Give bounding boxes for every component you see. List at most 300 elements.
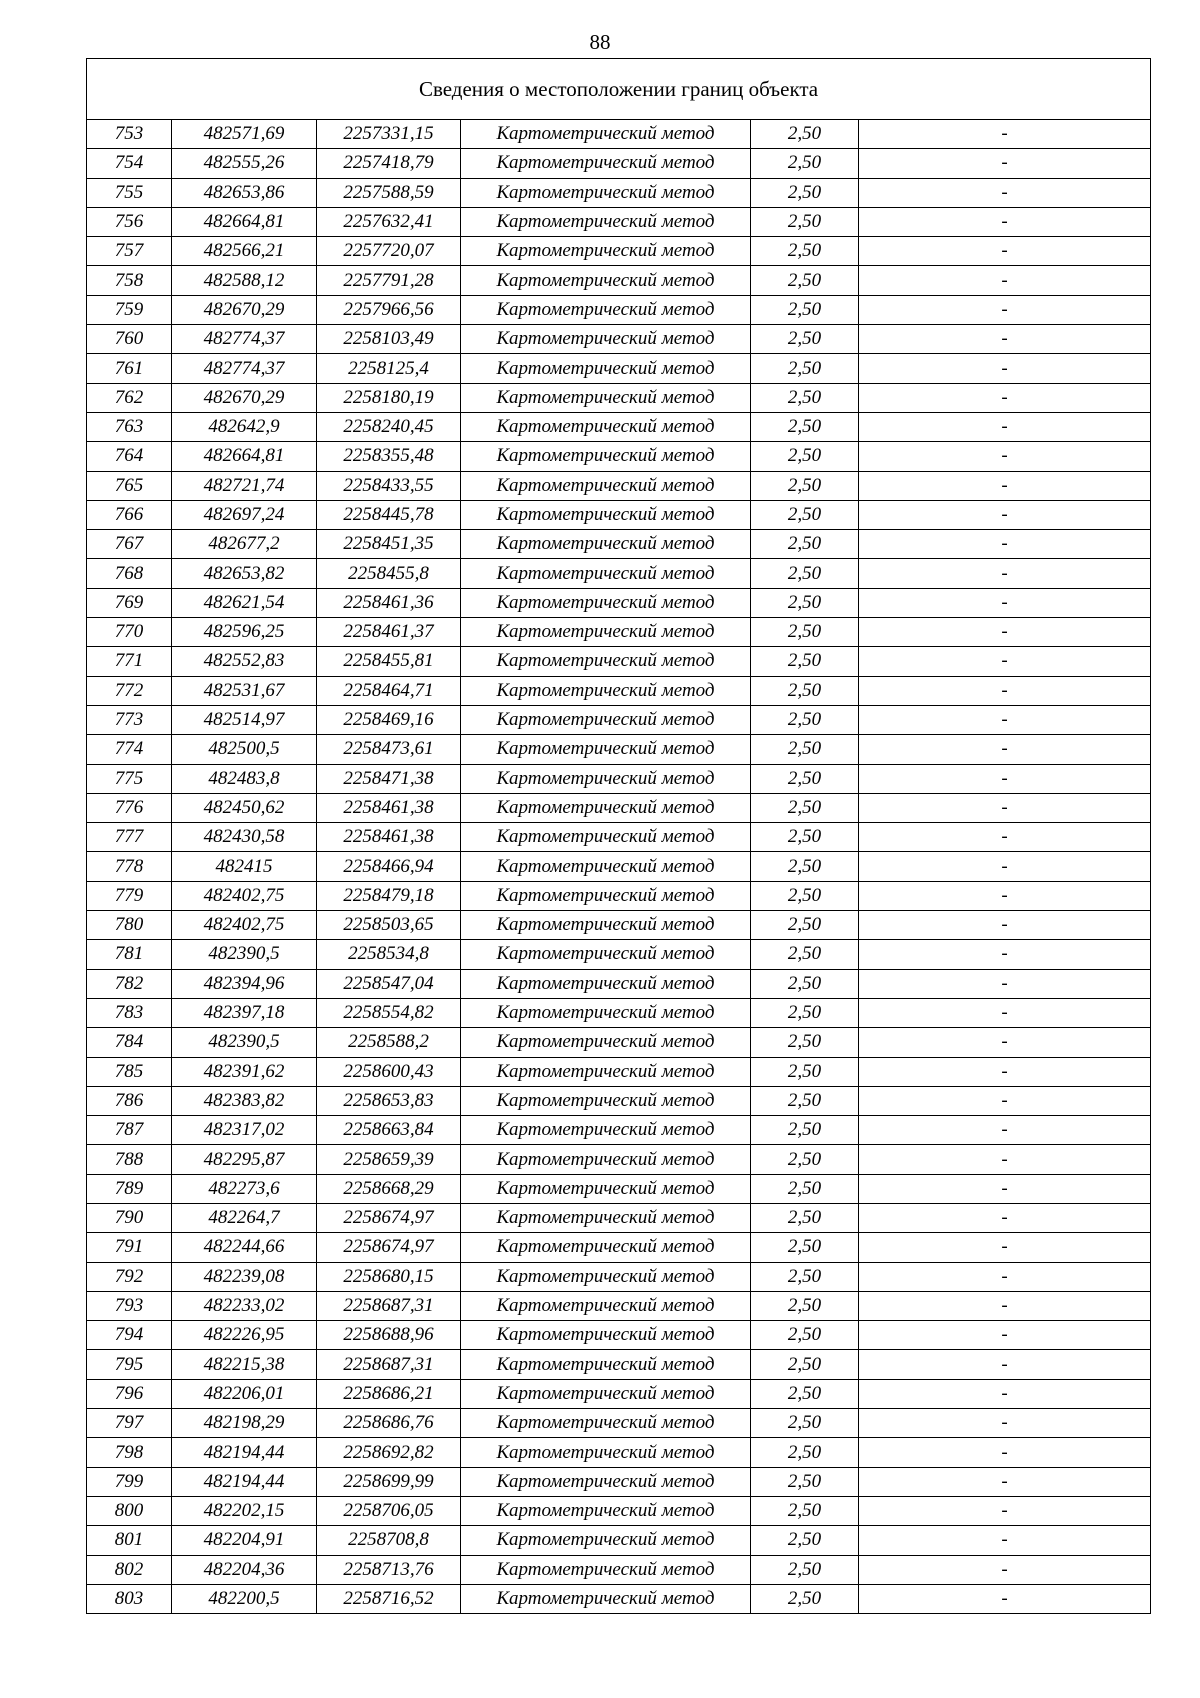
x-coordinate-cell: 482244,66 <box>172 1233 317 1262</box>
method-cell: Картометрический метод <box>461 178 751 207</box>
description-cell: - <box>859 1145 1151 1174</box>
accuracy-cell: 2,50 <box>751 295 859 324</box>
y-coordinate-cell: 2258103,49 <box>317 325 461 354</box>
y-coordinate-cell: 2258445,78 <box>317 500 461 529</box>
accuracy-cell: 2,50 <box>751 764 859 793</box>
y-coordinate-cell: 2258680,15 <box>317 1262 461 1291</box>
table-row <box>87 295 1151 324</box>
y-coordinate-cell: 2258674,97 <box>317 1233 461 1262</box>
accuracy-cell: 2,50 <box>751 471 859 500</box>
point-number-cell: 754 <box>87 149 172 178</box>
y-coordinate-cell: 2258479,18 <box>317 881 461 910</box>
y-coordinate-cell: 2258451,35 <box>317 530 461 559</box>
point-number-cell: 790 <box>87 1203 172 1232</box>
x-coordinate-cell: 482204,36 <box>172 1555 317 1584</box>
method-cell: Картометрический метод <box>461 354 751 383</box>
table-row <box>87 500 1151 529</box>
x-coordinate-cell: 482721,74 <box>172 471 317 500</box>
x-coordinate-cell: 482202,15 <box>172 1496 317 1525</box>
point-number-cell: 797 <box>87 1409 172 1438</box>
accuracy-cell: 2,50 <box>751 940 859 969</box>
point-number-cell: 766 <box>87 500 172 529</box>
y-coordinate-cell: 2258686,21 <box>317 1379 461 1408</box>
table-row <box>87 1203 1151 1232</box>
point-number-cell: 774 <box>87 735 172 764</box>
y-coordinate-cell: 2258663,84 <box>317 1116 461 1145</box>
y-coordinate-cell: 2257966,56 <box>317 295 461 324</box>
x-coordinate-cell: 482273,6 <box>172 1174 317 1203</box>
table-row <box>87 676 1151 705</box>
point-number-cell: 792 <box>87 1262 172 1291</box>
point-number-cell: 779 <box>87 881 172 910</box>
method-cell: Картометрический метод <box>461 647 751 676</box>
x-coordinate-cell: 482295,87 <box>172 1145 317 1174</box>
accuracy-cell: 2,50 <box>751 266 859 295</box>
method-cell: Картометрический метод <box>461 1291 751 1320</box>
x-coordinate-cell: 482483,8 <box>172 764 317 793</box>
method-cell: Картометрический метод <box>461 1584 751 1613</box>
y-coordinate-cell: 2258503,65 <box>317 911 461 940</box>
method-cell: Картометрический метод <box>461 735 751 764</box>
accuracy-cell: 2,50 <box>751 705 859 734</box>
method-cell: Картометрический метод <box>461 325 751 354</box>
table-row <box>87 969 1151 998</box>
x-coordinate-cell: 482233,02 <box>172 1291 317 1320</box>
table-row <box>87 1438 1151 1467</box>
x-coordinate-cell: 482430,58 <box>172 823 317 852</box>
method-cell: Картометрический метод <box>461 1526 751 1555</box>
description-cell: - <box>859 500 1151 529</box>
accuracy-cell: 2,50 <box>751 823 859 852</box>
x-coordinate-cell: 482383,82 <box>172 1086 317 1115</box>
x-coordinate-cell: 482394,96 <box>172 969 317 998</box>
description-cell: - <box>859 178 1151 207</box>
x-coordinate-cell: 482677,2 <box>172 530 317 559</box>
x-coordinate-cell: 482402,75 <box>172 881 317 910</box>
method-cell: Картометрический метод <box>461 471 751 500</box>
x-coordinate-cell: 482390,5 <box>172 940 317 969</box>
accuracy-cell: 2,50 <box>751 500 859 529</box>
method-cell: Картометрический метод <box>461 1350 751 1379</box>
x-coordinate-cell: 482204,91 <box>172 1526 317 1555</box>
x-coordinate-cell: 482317,02 <box>172 1116 317 1145</box>
method-cell: Картометрический метод <box>461 1496 751 1525</box>
point-number-cell: 802 <box>87 1555 172 1584</box>
x-coordinate-cell: 482200,5 <box>172 1584 317 1613</box>
description-cell: - <box>859 442 1151 471</box>
y-coordinate-cell: 2258125,4 <box>317 354 461 383</box>
description-cell: - <box>859 1086 1151 1115</box>
table-row <box>87 471 1151 500</box>
accuracy-cell: 2,50 <box>751 1233 859 1262</box>
description-cell: - <box>859 1116 1151 1145</box>
y-coordinate-cell: 2258659,39 <box>317 1145 461 1174</box>
x-coordinate-cell: 482215,38 <box>172 1350 317 1379</box>
table-caption: Сведения о местоположении границ объекта <box>87 59 1151 120</box>
accuracy-cell: 2,50 <box>751 1584 859 1613</box>
table-row <box>87 1174 1151 1203</box>
x-coordinate-cell: 482596,25 <box>172 618 317 647</box>
description-cell: - <box>859 237 1151 266</box>
y-coordinate-cell: 2258600,43 <box>317 1057 461 1086</box>
x-coordinate-cell: 482621,54 <box>172 588 317 617</box>
y-coordinate-cell: 2258653,83 <box>317 1086 461 1115</box>
table-row <box>87 1116 1151 1145</box>
accuracy-cell: 2,50 <box>751 354 859 383</box>
x-coordinate-cell: 482664,81 <box>172 442 317 471</box>
method-cell: Картометрический метод <box>461 295 751 324</box>
table-row <box>87 1145 1151 1174</box>
accuracy-cell: 2,50 <box>751 1496 859 1525</box>
point-number-cell: 758 <box>87 266 172 295</box>
accuracy-cell: 2,50 <box>751 676 859 705</box>
description-cell: - <box>859 1584 1151 1613</box>
y-coordinate-cell: 2258713,76 <box>317 1555 461 1584</box>
description-cell: - <box>859 530 1151 559</box>
x-coordinate-cell: 482670,29 <box>172 295 317 324</box>
description-cell: - <box>859 1203 1151 1232</box>
description-cell: - <box>859 412 1151 441</box>
accuracy-cell: 2,50 <box>751 1145 859 1174</box>
table-row <box>87 266 1151 295</box>
table-row <box>87 735 1151 764</box>
description-cell: - <box>859 325 1151 354</box>
description-cell: - <box>859 120 1151 149</box>
point-number-cell: 784 <box>87 1028 172 1057</box>
method-cell: Картометрический метод <box>461 530 751 559</box>
table-row <box>87 178 1151 207</box>
description-cell: - <box>859 676 1151 705</box>
x-coordinate-cell: 482552,83 <box>172 647 317 676</box>
x-coordinate-cell: 482566,21 <box>172 237 317 266</box>
x-coordinate-cell: 482774,37 <box>172 354 317 383</box>
table-row <box>87 705 1151 734</box>
accuracy-cell: 2,50 <box>751 1379 859 1408</box>
table-row <box>87 940 1151 969</box>
y-coordinate-cell: 2258688,96 <box>317 1321 461 1350</box>
accuracy-cell: 2,50 <box>751 1086 859 1115</box>
table-row <box>87 325 1151 354</box>
accuracy-cell: 2,50 <box>751 149 859 178</box>
x-coordinate-cell: 482571,69 <box>172 120 317 149</box>
description-cell: - <box>859 911 1151 940</box>
table-row <box>87 120 1151 149</box>
point-number-cell: 785 <box>87 1057 172 1086</box>
description-cell: - <box>859 471 1151 500</box>
x-coordinate-cell: 482697,24 <box>172 500 317 529</box>
table-row <box>87 1028 1151 1057</box>
y-coordinate-cell: 2258687,31 <box>317 1291 461 1320</box>
description-cell: - <box>859 588 1151 617</box>
y-coordinate-cell: 2258464,71 <box>317 676 461 705</box>
x-coordinate-cell: 482206,01 <box>172 1379 317 1408</box>
table-row <box>87 1584 1151 1613</box>
table-row <box>87 1526 1151 1555</box>
method-cell: Картометрический метод <box>461 207 751 236</box>
description-cell: - <box>859 1233 1151 1262</box>
table-row <box>87 1262 1151 1291</box>
x-coordinate-cell: 482194,44 <box>172 1438 317 1467</box>
table-row <box>87 1086 1151 1115</box>
table-row <box>87 647 1151 676</box>
accuracy-cell: 2,50 <box>751 559 859 588</box>
point-number-cell: 775 <box>87 764 172 793</box>
method-cell: Картометрический метод <box>461 998 751 1027</box>
description-cell: - <box>859 1555 1151 1584</box>
accuracy-cell: 2,50 <box>751 998 859 1027</box>
y-coordinate-cell: 2257331,15 <box>317 120 461 149</box>
description-cell: - <box>859 881 1151 910</box>
y-coordinate-cell: 2258461,36 <box>317 588 461 617</box>
description-cell: - <box>859 207 1151 236</box>
point-number-cell: 756 <box>87 207 172 236</box>
method-cell: Картометрический метод <box>461 1057 751 1086</box>
method-cell: Картометрический метод <box>461 237 751 266</box>
accuracy-cell: 2,50 <box>751 1409 859 1438</box>
accuracy-cell: 2,50 <box>751 1057 859 1086</box>
table-row <box>87 149 1151 178</box>
point-number-cell: 788 <box>87 1145 172 1174</box>
method-cell: Картометрический метод <box>461 266 751 295</box>
point-number-cell: 764 <box>87 442 172 471</box>
point-number-cell: 765 <box>87 471 172 500</box>
y-coordinate-cell: 2258471,38 <box>317 764 461 793</box>
y-coordinate-cell: 2258466,94 <box>317 852 461 881</box>
description-cell: - <box>859 735 1151 764</box>
y-coordinate-cell: 2258455,81 <box>317 647 461 676</box>
description-cell: - <box>859 647 1151 676</box>
x-coordinate-cell: 482194,44 <box>172 1467 317 1496</box>
table-row <box>87 1409 1151 1438</box>
table-row <box>87 852 1151 881</box>
accuracy-cell: 2,50 <box>751 383 859 412</box>
accuracy-cell: 2,50 <box>751 1526 859 1555</box>
table-row <box>87 354 1151 383</box>
method-cell: Картометрический метод <box>461 1028 751 1057</box>
x-coordinate-cell: 482198,29 <box>172 1409 317 1438</box>
method-cell: Картометрический метод <box>461 1438 751 1467</box>
x-coordinate-cell: 482415 <box>172 852 317 881</box>
method-cell: Картометрический метод <box>461 793 751 822</box>
point-number-cell: 801 <box>87 1526 172 1555</box>
x-coordinate-cell: 482774,37 <box>172 325 317 354</box>
point-number-cell: 773 <box>87 705 172 734</box>
point-number-cell: 769 <box>87 588 172 617</box>
x-coordinate-cell: 482264,7 <box>172 1203 317 1232</box>
method-cell: Картометрический метод <box>461 442 751 471</box>
point-number-cell: 781 <box>87 940 172 969</box>
table-row <box>87 1233 1151 1262</box>
accuracy-cell: 2,50 <box>751 178 859 207</box>
x-coordinate-cell: 482588,12 <box>172 266 317 295</box>
method-cell: Картометрический метод <box>461 149 751 178</box>
point-number-cell: 767 <box>87 530 172 559</box>
accuracy-cell: 2,50 <box>751 120 859 149</box>
accuracy-cell: 2,50 <box>751 1262 859 1291</box>
x-coordinate-cell: 482397,18 <box>172 998 317 1027</box>
description-cell: - <box>859 354 1151 383</box>
x-coordinate-cell: 482391,62 <box>172 1057 317 1086</box>
accuracy-cell: 2,50 <box>751 1350 859 1379</box>
point-number-cell: 786 <box>87 1086 172 1115</box>
description-cell: - <box>859 1409 1151 1438</box>
point-number-cell: 762 <box>87 383 172 412</box>
table-row <box>87 237 1151 266</box>
method-cell: Картометрический метод <box>461 1174 751 1203</box>
description-cell: - <box>859 559 1151 588</box>
accuracy-cell: 2,50 <box>751 793 859 822</box>
table-caption-row <box>87 59 1151 120</box>
description-cell: - <box>859 823 1151 852</box>
y-coordinate-cell: 2258433,55 <box>317 471 461 500</box>
method-cell: Картометрический метод <box>461 852 751 881</box>
method-cell: Картометрический метод <box>461 1409 751 1438</box>
method-cell: Картометрический метод <box>461 1262 751 1291</box>
description-cell: - <box>859 295 1151 324</box>
method-cell: Картометрический метод <box>461 383 751 412</box>
x-coordinate-cell: 482531,67 <box>172 676 317 705</box>
method-cell: Картометрический метод <box>461 588 751 617</box>
point-number-cell: 768 <box>87 559 172 588</box>
description-cell: - <box>859 1174 1151 1203</box>
method-cell: Картометрический метод <box>461 412 751 441</box>
point-number-cell: 782 <box>87 969 172 998</box>
point-number-cell: 772 <box>87 676 172 705</box>
table-row <box>87 998 1151 1027</box>
point-number-cell: 795 <box>87 1350 172 1379</box>
method-cell: Картометрический метод <box>461 1233 751 1262</box>
table-row <box>87 1350 1151 1379</box>
point-number-cell: 759 <box>87 295 172 324</box>
point-number-cell: 776 <box>87 793 172 822</box>
y-coordinate-cell: 2258473,61 <box>317 735 461 764</box>
accuracy-cell: 2,50 <box>751 735 859 764</box>
table-row <box>87 207 1151 236</box>
x-coordinate-cell: 482450,62 <box>172 793 317 822</box>
y-coordinate-cell: 2258686,76 <box>317 1409 461 1438</box>
boundary-table <box>86 58 1151 1614</box>
y-coordinate-cell: 2258534,8 <box>317 940 461 969</box>
method-cell: Картометрический метод <box>461 1203 751 1232</box>
method-cell: Картометрический метод <box>461 1116 751 1145</box>
table-row <box>87 1496 1151 1525</box>
description-cell: - <box>859 969 1151 998</box>
method-cell: Картометрический метод <box>461 1555 751 1584</box>
table-row <box>87 1467 1151 1496</box>
table-row <box>87 823 1151 852</box>
x-coordinate-cell: 482239,08 <box>172 1262 317 1291</box>
description-cell: - <box>859 266 1151 295</box>
point-number-cell: 760 <box>87 325 172 354</box>
method-cell: Картометрический метод <box>461 1379 751 1408</box>
y-coordinate-cell: 2257720,07 <box>317 237 461 266</box>
point-number-cell: 796 <box>87 1379 172 1408</box>
y-coordinate-cell: 2258716,52 <box>317 1584 461 1613</box>
description-cell: - <box>859 1350 1151 1379</box>
table-row <box>87 1057 1151 1086</box>
y-coordinate-cell: 2258547,04 <box>317 969 461 998</box>
method-cell: Картометрический метод <box>461 911 751 940</box>
point-number-cell: 761 <box>87 354 172 383</box>
y-coordinate-cell: 2258240,45 <box>317 412 461 441</box>
x-coordinate-cell: 482226,95 <box>172 1321 317 1350</box>
accuracy-cell: 2,50 <box>751 1291 859 1320</box>
x-coordinate-cell: 482514,97 <box>172 705 317 734</box>
accuracy-cell: 2,50 <box>751 969 859 998</box>
table-row <box>87 1379 1151 1408</box>
description-cell: - <box>859 940 1151 969</box>
method-cell: Картометрический метод <box>461 705 751 734</box>
y-coordinate-cell: 2258461,38 <box>317 823 461 852</box>
y-coordinate-cell: 2258180,19 <box>317 383 461 412</box>
description-cell: - <box>859 1057 1151 1086</box>
y-coordinate-cell: 2258692,82 <box>317 1438 461 1467</box>
method-cell: Картометрический метод <box>461 940 751 969</box>
table-row <box>87 442 1151 471</box>
table-body <box>87 120 1151 1614</box>
description-cell: - <box>859 764 1151 793</box>
point-number-cell: 777 <box>87 823 172 852</box>
table-row <box>87 412 1151 441</box>
x-coordinate-cell: 482390,5 <box>172 1028 317 1057</box>
y-coordinate-cell: 2257791,28 <box>317 266 461 295</box>
method-cell: Картометрический метод <box>461 764 751 793</box>
accuracy-cell: 2,50 <box>751 530 859 559</box>
method-cell: Картометрический метод <box>461 1467 751 1496</box>
point-number-cell: 791 <box>87 1233 172 1262</box>
point-number-cell: 755 <box>87 178 172 207</box>
point-number-cell: 793 <box>87 1291 172 1320</box>
method-cell: Картометрический метод <box>461 1321 751 1350</box>
x-coordinate-cell: 482642,9 <box>172 412 317 441</box>
point-number-cell: 800 <box>87 1496 172 1525</box>
method-cell: Картометрический метод <box>461 120 751 149</box>
method-cell: Картометрический метод <box>461 969 751 998</box>
x-coordinate-cell: 482670,29 <box>172 383 317 412</box>
accuracy-cell: 2,50 <box>751 1555 859 1584</box>
table-row <box>87 1321 1151 1350</box>
description-cell: - <box>859 852 1151 881</box>
description-cell: - <box>859 793 1151 822</box>
point-number-cell: 787 <box>87 1116 172 1145</box>
point-number-cell: 778 <box>87 852 172 881</box>
description-cell: - <box>859 1028 1151 1057</box>
accuracy-cell: 2,50 <box>751 588 859 617</box>
point-number-cell: 794 <box>87 1321 172 1350</box>
table-row <box>87 881 1151 910</box>
y-coordinate-cell: 2258461,37 <box>317 618 461 647</box>
table-row <box>87 383 1151 412</box>
point-number-cell: 757 <box>87 237 172 266</box>
y-coordinate-cell: 2257632,41 <box>317 207 461 236</box>
method-cell: Картометрический метод <box>461 1086 751 1115</box>
y-coordinate-cell: 2258706,05 <box>317 1496 461 1525</box>
accuracy-cell: 2,50 <box>751 1321 859 1350</box>
point-number-cell: 789 <box>87 1174 172 1203</box>
y-coordinate-cell: 2257418,79 <box>317 149 461 178</box>
table-row <box>87 530 1151 559</box>
page-number: 88 <box>589 30 611 54</box>
accuracy-cell: 2,50 <box>751 1174 859 1203</box>
table-row <box>87 764 1151 793</box>
description-cell: - <box>859 618 1151 647</box>
x-coordinate-cell: 482402,75 <box>172 911 317 940</box>
y-coordinate-cell: 2257588,59 <box>317 178 461 207</box>
table-row <box>87 1291 1151 1320</box>
x-coordinate-cell: 482500,5 <box>172 735 317 764</box>
accuracy-cell: 2,50 <box>751 647 859 676</box>
table-row <box>87 793 1151 822</box>
